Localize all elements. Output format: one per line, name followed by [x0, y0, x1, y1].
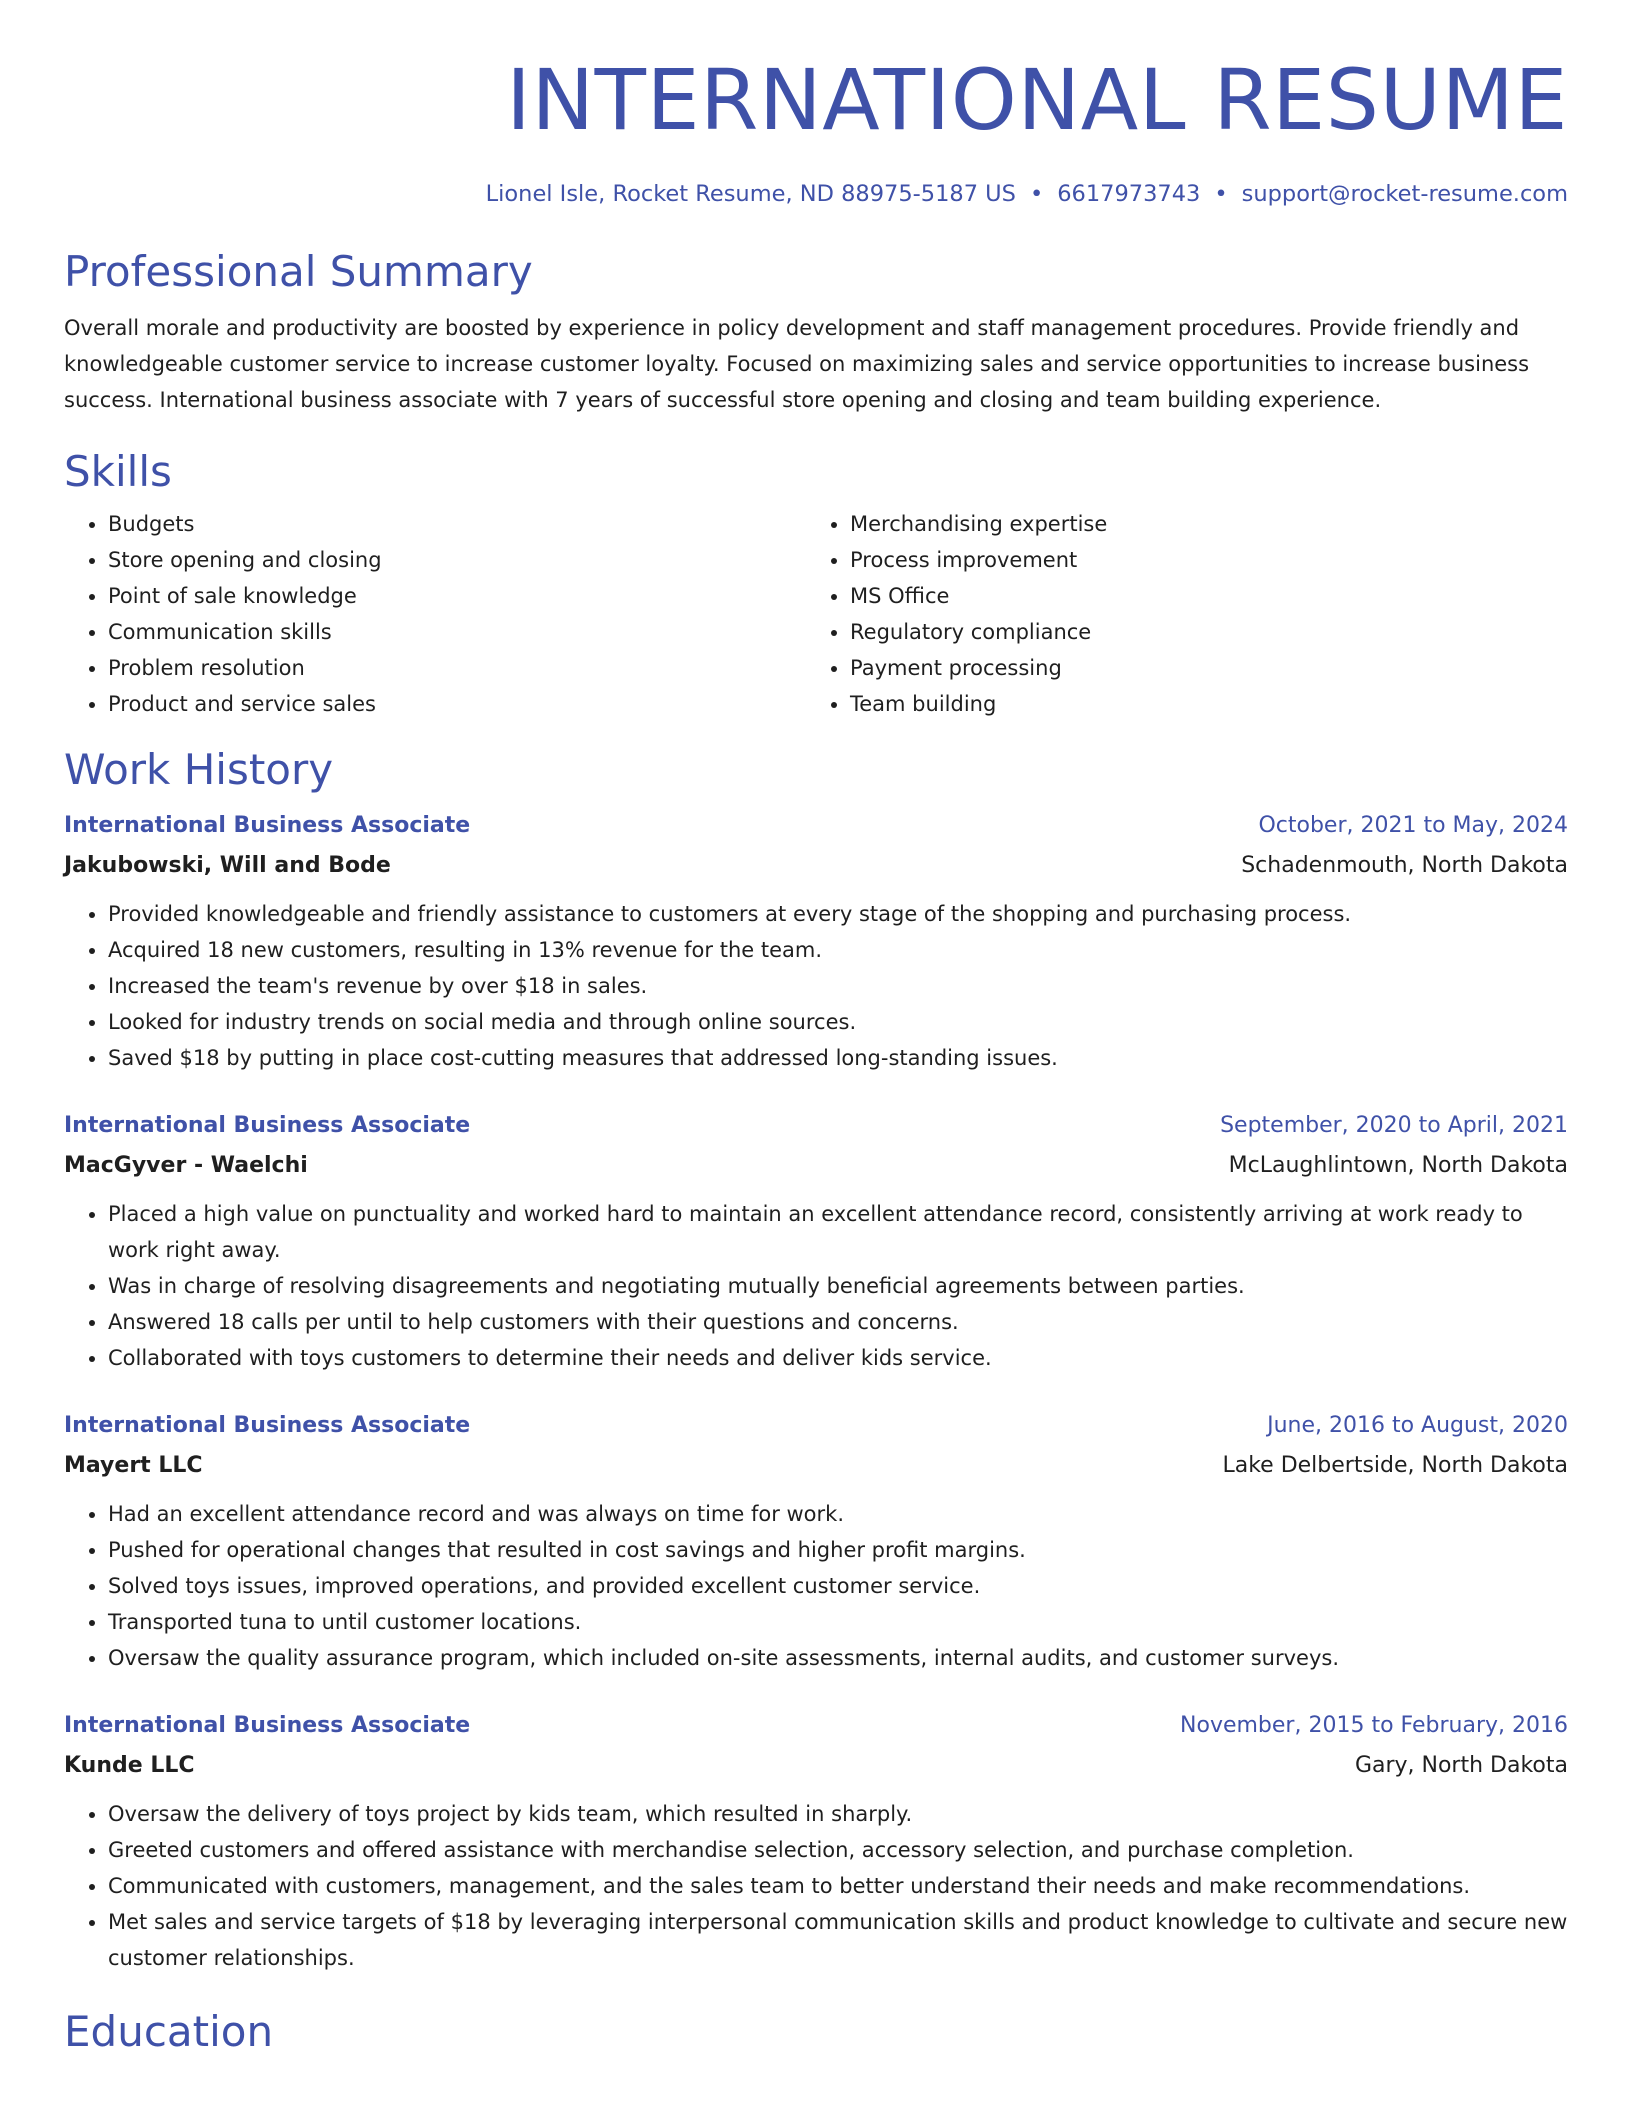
job-entry	[64, 1706, 1568, 1976]
job-entry	[64, 1406, 1568, 1676]
job-header	[64, 1106, 1568, 1146]
job-bullet: • Acquired 18 new customers, resulting in 13% revenue for the team.	[108, 932, 1568, 968]
job-company: MacGyver - Waelchi	[64, 1153, 308, 1178]
education-heading: Education	[64, 2007, 274, 2056]
job-bullet: • Placed a high value on punctuality and worked hard to maintain an excellent attendance record, consistently arriving at work ready to work right away.	[108, 1196, 1568, 1268]
job-bullet: • Had an excellent attendance record and was always on time for work.	[108, 1496, 1568, 1532]
job-title: International Business Associate	[64, 1713, 471, 1738]
job-bullet: • Met sales and service targets of $18 by leveraging interpersonal communication skills and product knowledge to cultivate and secure new customer relationships.	[108, 1904, 1568, 1976]
job-title: International Business Associate	[64, 1413, 471, 1438]
job-header	[64, 1706, 1568, 1746]
contact-separator: •	[1029, 181, 1044, 207]
skill-item: • Store opening and closing	[108, 542, 806, 578]
skill-item: • MS Office	[850, 578, 1548, 614]
skills-column-right	[806, 506, 1548, 722]
job-subheader	[64, 846, 1568, 886]
job-bullet: • Answered 18 calls per until to help customers with their questions and concerns.	[108, 1304, 1568, 1340]
resume-name: INTERNATIONAL RESUME	[506, 51, 1568, 149]
job-bullet: • Transported tuna to until customer locations.	[108, 1604, 1568, 1640]
job-bullet: • Looked for industry trends on social media and through online sources.	[108, 1004, 1568, 1040]
skill-item: • Point of sale knowledge	[108, 578, 806, 614]
contact-separator: •	[1214, 181, 1228, 207]
contact-address: Lionel Isle, Rocket Resume, ND 88975-5187 US	[485, 181, 1016, 207]
job-bullets	[64, 896, 1568, 1076]
job-bullets	[64, 1796, 1568, 1976]
job-subheader	[64, 1746, 1568, 1786]
job-dates: September, 2020 to April, 2021	[1220, 1113, 1568, 1138]
job-bullet: • Collaborated with toys customers to determine their needs and deliver kids service.	[108, 1340, 1568, 1376]
job-bullets	[64, 1196, 1568, 1376]
skill-item: • Regulatory compliance	[850, 614, 1548, 650]
job-dates: June, 2016 to August, 2020	[1267, 1413, 1568, 1438]
job-bullet: • Greeted customers and offered assistance with merchandise selection, accessory selection, and purchase completion.	[108, 1832, 1568, 1868]
job-company: Kunde LLC	[64, 1753, 195, 1778]
resume-page	[64, 0, 1568, 2060]
job-location: Gary, North Dakota	[1354, 1753, 1568, 1778]
contact-line	[64, 178, 1568, 210]
job-bullet: • Saved $18 by putting in place cost-cutting measures that addressed long-standing issues.	[108, 1040, 1568, 1076]
job-company: Jakubowski, Will and Bode	[64, 853, 391, 878]
contact-email: support@rocket-resume.com	[1241, 181, 1568, 207]
job-dates: October, 2021 to May, 2024	[1258, 813, 1568, 838]
skill-item: • Payment processing	[850, 650, 1548, 686]
job-bullet: • Oversaw the quality assurance program, which included on-site assessments, internal audits, and customer surveys.	[108, 1640, 1568, 1676]
job-bullet: • Increased the team's revenue by over $18 in sales.	[108, 968, 1568, 1004]
job-bullet: • Was in charge of resolving disagreements and negotiating mutually beneficial agreements between parties.	[108, 1268, 1568, 1304]
skill-item: • Problem resolution	[108, 650, 806, 686]
job-title: International Business Associate	[64, 813, 471, 838]
job-subheader	[64, 1446, 1568, 1486]
skills-column-left	[64, 506, 806, 722]
job-bullets	[64, 1496, 1568, 1676]
summary-heading: Professional Summary	[64, 247, 533, 296]
skill-item: • Communication skills	[108, 614, 806, 650]
skills-list	[64, 506, 1568, 722]
job-location: Lake Delbertside, North Dakota	[1222, 1453, 1568, 1478]
job-bullet: • Solved toys issues, improved operations, and provided excellent customer service.	[108, 1568, 1568, 1604]
job-entry	[64, 806, 1568, 1076]
summary-text: Overall morale and productivity are boosted by experience in policy development and staff management procedures. Provide friendly and knowledgeable customer service to increase customer loyalty. Focused on maximizing sales and service opportunities to increase business success. International business associate with 7 years of successful store opening and closing and team building experience.	[64, 316, 1530, 412]
work-history-heading: Work History	[64, 745, 334, 794]
job-location: McLaughlintown, North Dakota	[1228, 1153, 1568, 1178]
job-entry	[64, 1106, 1568, 1376]
skill-item: • Merchandising expertise	[850, 506, 1548, 542]
job-bullet: • Pushed for operational changes that resulted in cost savings and higher profit margins.	[108, 1532, 1568, 1568]
contact-phone: 6617973743	[1057, 181, 1201, 207]
job-title: International Business Associate	[64, 1113, 471, 1138]
job-bullet: • Communicated with customers, management, and the sales team to better understand their needs and make recommendations.	[108, 1868, 1568, 1904]
job-dates: November, 2015 to February, 2016	[1180, 1713, 1568, 1738]
job-subheader	[64, 1146, 1568, 1186]
skills-heading: Skills	[64, 447, 172, 496]
skill-item: • Budgets	[108, 506, 806, 542]
job-location: Schadenmouth, North Dakota	[1241, 853, 1568, 878]
skill-item: • Product and service sales	[108, 686, 806, 722]
job-bullet: • Provided knowledgeable and friendly assistance to customers at every stage of the shopping and purchasing process.	[108, 896, 1568, 932]
job-header	[64, 806, 1568, 846]
job-company: Mayert LLC	[64, 1453, 203, 1478]
job-bullet: • Oversaw the delivery of toys project by kids team, which resulted in sharply.	[108, 1796, 1568, 1832]
skill-item: • Team building	[850, 686, 1548, 722]
skill-item: • Process improvement	[850, 542, 1548, 578]
job-header	[64, 1406, 1568, 1446]
